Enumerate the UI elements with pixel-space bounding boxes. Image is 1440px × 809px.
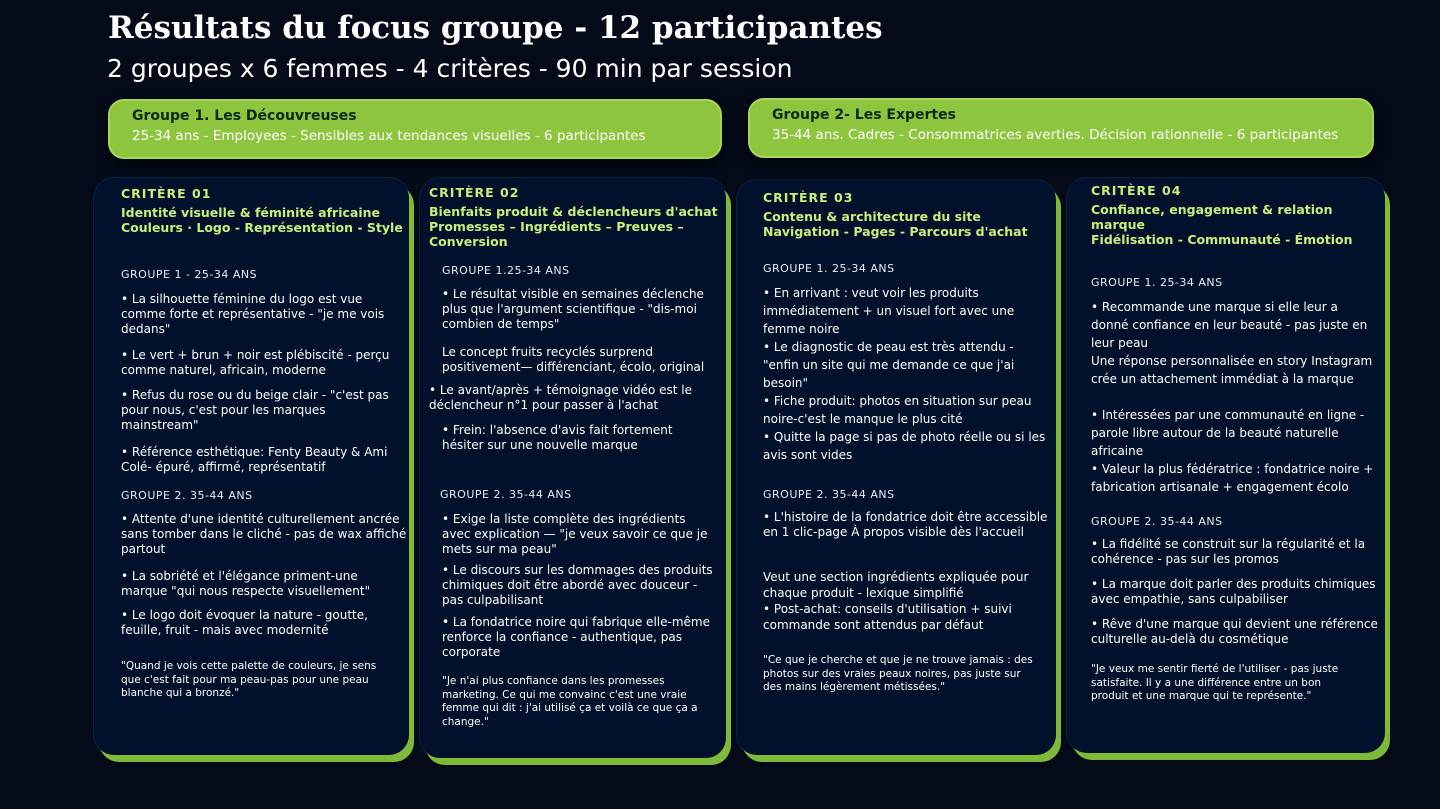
criterion-number: CRITÈRE 03 [763, 190, 854, 205]
quote: "Ce que je cherche et que je ne trouve jamais : des photos sur des vraies peaux noires, pas juste sur des mains légèrement métissées." [763, 654, 1033, 693]
list-item: • Rêve d'une marque qui devient une référence culturelle au-delà du cosmétique [1091, 617, 1378, 646]
group-2-label: GROUPE 2. 35-44 ANS [440, 488, 572, 501]
criterion-card-04 [1067, 178, 1385, 753]
list-item: • Exige la liste complète des ingrédients avec explication — "je veux savoir ce que je mets sur ma peau" [442, 512, 708, 556]
list-item: • Le vert + brun + noir est plébiscité - perçu comme naturel, africain, moderne [121, 348, 390, 377]
criterion-card-01 [94, 178, 409, 755]
list-item: • Frein: l'absence d'avis fait fortement hésiter sur une nouvelle marque [442, 423, 673, 452]
criterion-number: CRITÈRE 01 [121, 186, 212, 201]
group-1-banner [108, 99, 722, 159]
criterion-title: Identité visuelle & féminité africaine Couleurs · Logo - Représentation - Style [121, 205, 403, 235]
quote: "Quand je vois cette palette de couleurs, je sens que c'est fait pour ma peau-pas pour une peau blanche qui a bronzé." [121, 660, 377, 699]
criterion-title: Bienfaits produit & déclencheurs d'achat Promesses – Ingrédients – Preuves – Conversion [429, 204, 718, 249]
list-item: • Recommande une marque si elle leur a donné confiance en leur beauté - pas juste en leur peau [1091, 300, 1368, 350]
page-title: Résultats du focus groupe - 12 participantes [108, 10, 883, 46]
group-1-label: GROUPE 1.25-34 ANS [442, 264, 570, 277]
list-item: Veut une section ingrédients expliquée pour chaque produit - lexique simplifié [763, 570, 1029, 600]
list-item: • Quitte la page si pas de photo réelle ou si les avis sont vides [763, 430, 1046, 462]
group-2-label: GROUPE 2. 35-44 ANS [1091, 515, 1223, 528]
list-item: • Attente d'une identité culturellement ancrée sans tomber dans le cliché - pas de wax affiché partout [121, 512, 407, 556]
list-item: • Fiche produit: photos en situation sur peau noire-c'est le manque le plus cité [763, 394, 1032, 426]
list-item: Le concept fruits recyclés surprend positivement— différenciant, écolo, original [442, 345, 705, 374]
criterion-number: CRITÈRE 04 [1091, 183, 1182, 198]
list-item: • Le résultat visible en semaines déclenche plus que l'argument scientifique - "dis-moi combien de temps" [442, 287, 704, 331]
quote: "Je veux me sentir fierté de l'utiliser - pas juste satisfaite. Il y a une différence entre un bon produit et une marque qui te représente." [1091, 663, 1339, 702]
list-item: • Référence esthétique: Fenty Beauty & Ami Colé- épuré, affirmé, représentatif [121, 445, 388, 474]
list-item: • Post-achat: conseils d'utilisation + suivi commande sont attendus par défaut [763, 602, 1012, 632]
group-1-label: GROUPE 1. 25-34 ANS [1091, 276, 1223, 289]
criterion-card-03 [737, 180, 1056, 755]
list-item: • La fondatrice noire qui fabrique elle-même renforce la confiance - authentique, pas corporate [442, 615, 710, 659]
group-2-name: Groupe 2- Les Expertes [772, 107, 956, 123]
list-item: • L'histoire de la fondatrice doit être accessible en 1 clic-page À propos visible dès l'accueil [763, 510, 1048, 539]
quote: "Je n'ai plus confiance dans les promesses marketing. Ce qui me convainc c'est une vraie femme qui dit : j'ai utilisé ça et voilà ce que ça a change." [442, 675, 698, 728]
list-item: • En arrivant : veut voir les produits immédiatement + un visuel fort avec une femme noire [763, 286, 1015, 336]
list-item: • Valeur la plus fédératrice : fondatrice noire + fabrication artisanale + engagement écolo [1091, 462, 1374, 494]
group-2-banner [748, 98, 1374, 158]
list-item: • La silhouette féminine du logo est vue comme forte et représentative - "je me vois dedans" [121, 292, 385, 336]
group-1-description: 25-34 ans - Employees - Sensibles aux tendances visuelles - 6 participantes [132, 128, 646, 144]
group-1-label: GROUPE 1 - 25-34 ANS [121, 268, 258, 281]
list-item: • La sobriété et l'élégance priment-une marque "qui nous respecte visuellement" [121, 569, 371, 598]
criterion-number: CRITÈRE 02 [429, 185, 520, 200]
criterion-card-02 [420, 178, 726, 758]
group-1-name: Groupe 1. Les Découvreuses [132, 108, 357, 124]
criterion-title: Confiance, engagement & relation marque Fidélisation - Communauté - Émotion [1091, 202, 1353, 247]
list-item: • Le diagnostic de peau est très attendu - "enfin un site qui me demande ce que j'ai besoin" [763, 340, 1015, 390]
list-item: • Refus du rose ou du beige clair - "c'est pas pour nous, c'est pour les marques mainstream" [121, 388, 389, 432]
group-2-label: GROUPE 2. 35-44 ANS [763, 488, 895, 501]
list-item: • Intéressées par une communauté en ligne - parole libre autour de la beauté naturelle africaine [1091, 408, 1365, 458]
list-item: Une réponse personnalisée en story Instagram crée un attachement immédiat à la marque [1091, 354, 1373, 386]
group-1-label: GROUPE 1. 25-34 ANS [763, 262, 895, 275]
list-item: • Le logo doit évoquer la nature - goutte, feuille, fruit - mais avec modernité [121, 608, 368, 637]
list-item: • La marque doit parler des produits chimiques avec empathie, sans culpabiliser [1091, 577, 1376, 606]
list-item: • Le avant/après + témoignage vidéo est le déclencheur n°1 pour passer à l'achat [429, 383, 692, 412]
group-2-description: 35-44 ans. Cadres - Consommatrices averties. Décision rationnelle - 6 participantes [772, 127, 1339, 143]
page-subtitle: 2 groupes x 6 femmes - 4 critères - 90 min par session [107, 54, 793, 83]
criterion-title: Contenu & architecture du site Navigation - Pages - Parcours d'achat [763, 209, 1028, 239]
list-item: • La fidélité se construit sur la régularité et la cohérence - pas sur les promos [1091, 537, 1366, 566]
list-item: • Le discours sur les dommages des produits chimiques doit être abordé avec douceur - pas culpabilisant [442, 563, 713, 607]
group-2-label: GROUPE 2. 35-44 ANS [121, 489, 253, 502]
